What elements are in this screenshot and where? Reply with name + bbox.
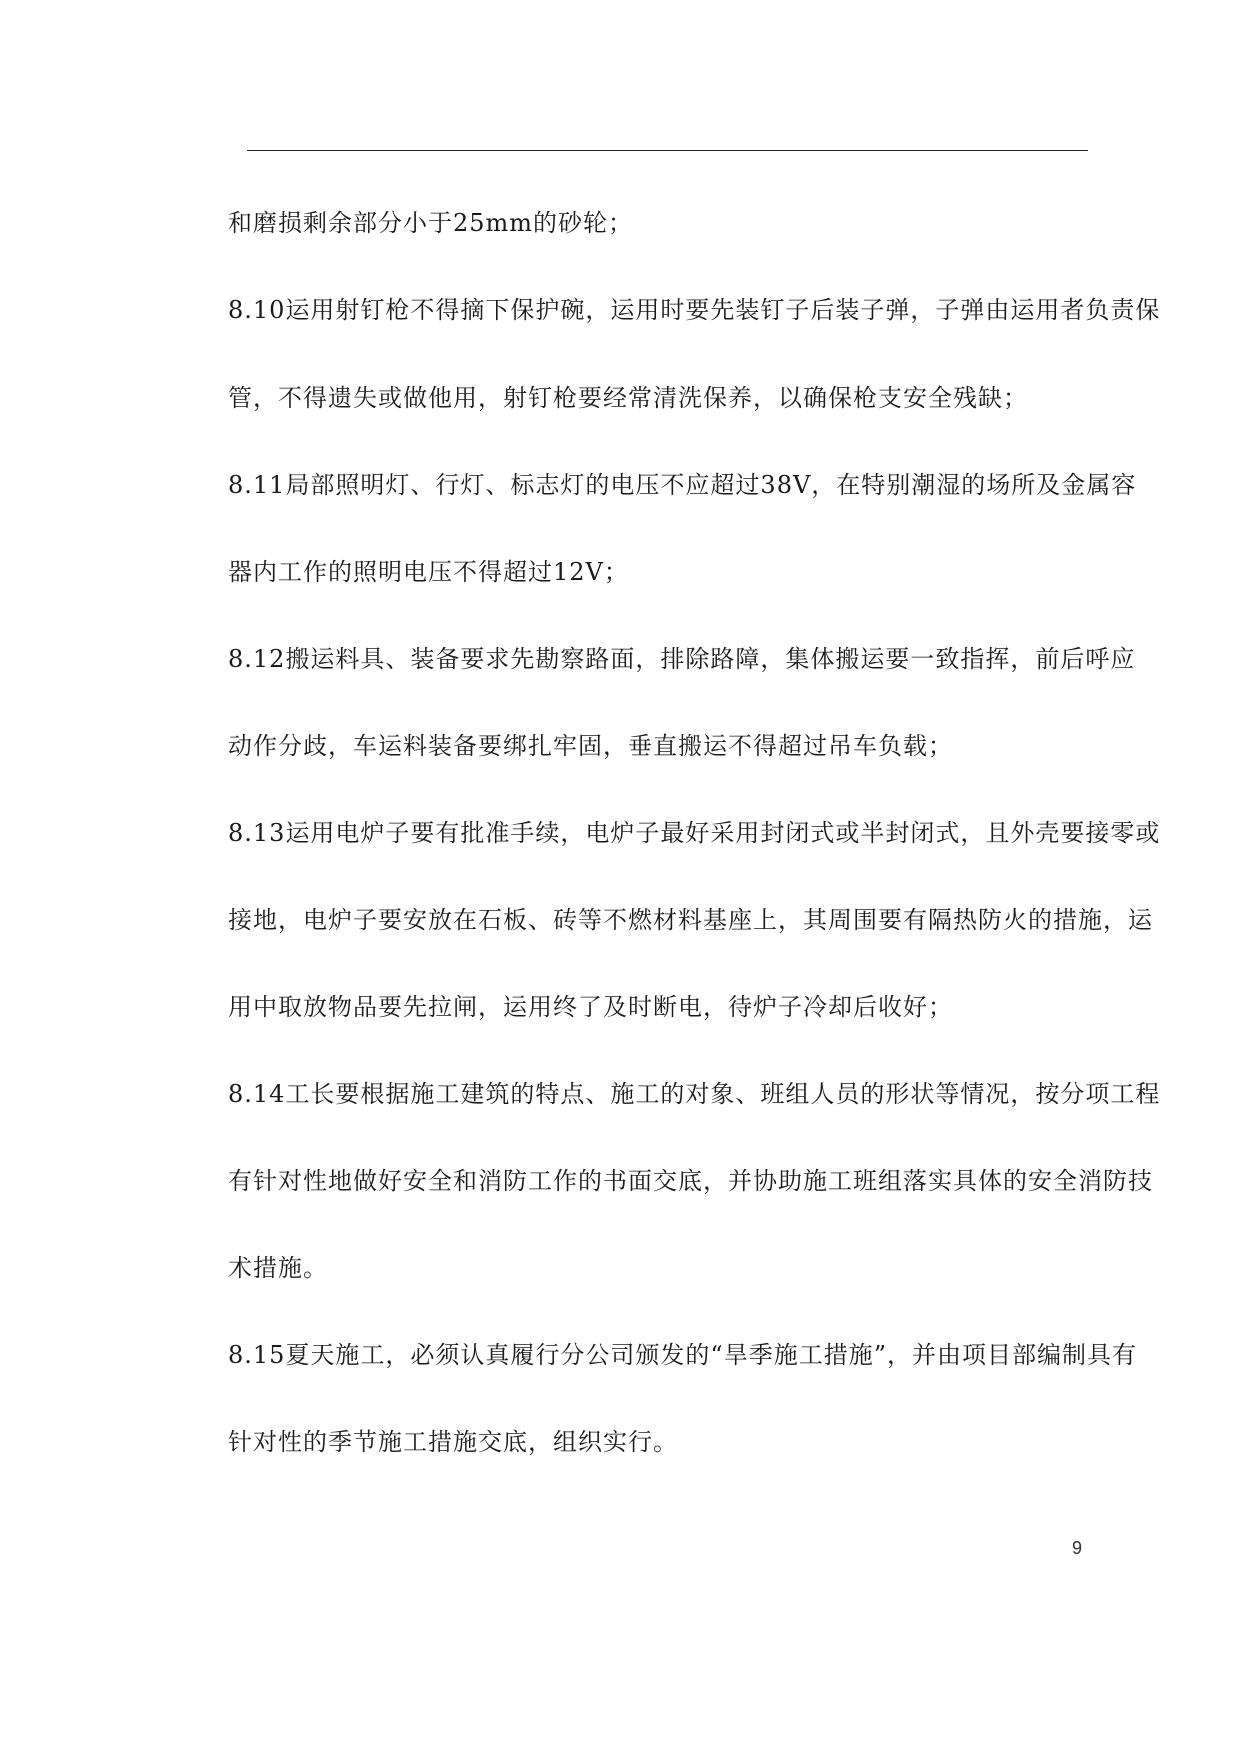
page-number: 9 (1072, 1538, 1083, 1558)
text-line: 针对性的季节施工措施交底，组织实行。 (228, 1428, 678, 1456)
text-line: 术措施。 (228, 1254, 328, 1282)
text-line: 8.10运用射钉枪不得摘下保护碗，运用时要先装钉子后装子弹，子弹由运用者负责保 (228, 296, 1161, 324)
text-line: 8.14工长要根据施工建筑的特点、施工的对象、班组人员的形状等情况，按分项工程 (228, 1080, 1161, 1108)
text-line: 器内工作的照明电压不得超过12V； (228, 558, 629, 586)
text-line: 用中取放物品要先拉闸，运用终了及时断电，待炉子冷却后收好； (228, 993, 953, 1021)
text-line: 动作分歧，车运料装备要绑扎牢固，垂直搬运不得超过吊车负载； (228, 732, 953, 760)
text-line: 和磨损剩余部分小于25mm的砂轮； (228, 209, 634, 237)
text-line: 管，不得遗失或做他用，射钉枪要经常清洗保养，以确保枪支安全残缺； (228, 384, 1028, 412)
text-line: 8.15夏天施工，必须认真履行分公司颁发的“旱季施工措施”，并由项目部编制具有 (228, 1341, 1137, 1369)
text-line: 有针对性地做好安全和消防工作的书面交底，并协助施工班组落实具体的安全消防技 (228, 1167, 1153, 1195)
text-line: 8.12搬运料具、装备要求先勘察路面，排除路障，集体搬运要一致指挥，前后呼应 (228, 645, 1136, 673)
text-line: 接地，电炉子要安放在石板、砖等不燃材料基座上，其周围要有隔热防火的措施，运 (228, 906, 1153, 934)
text-line: 8.11局部照明灯、行灯、标志灯的电压不应超过38V，在特别潮湿的场所及金属容 (228, 471, 1137, 499)
header-rule (247, 150, 1088, 151)
text-line: 8.13运用电炉子要有批准手续，电炉子最好采用封闭式或半封闭式，且外壳要接零或 (228, 819, 1161, 847)
